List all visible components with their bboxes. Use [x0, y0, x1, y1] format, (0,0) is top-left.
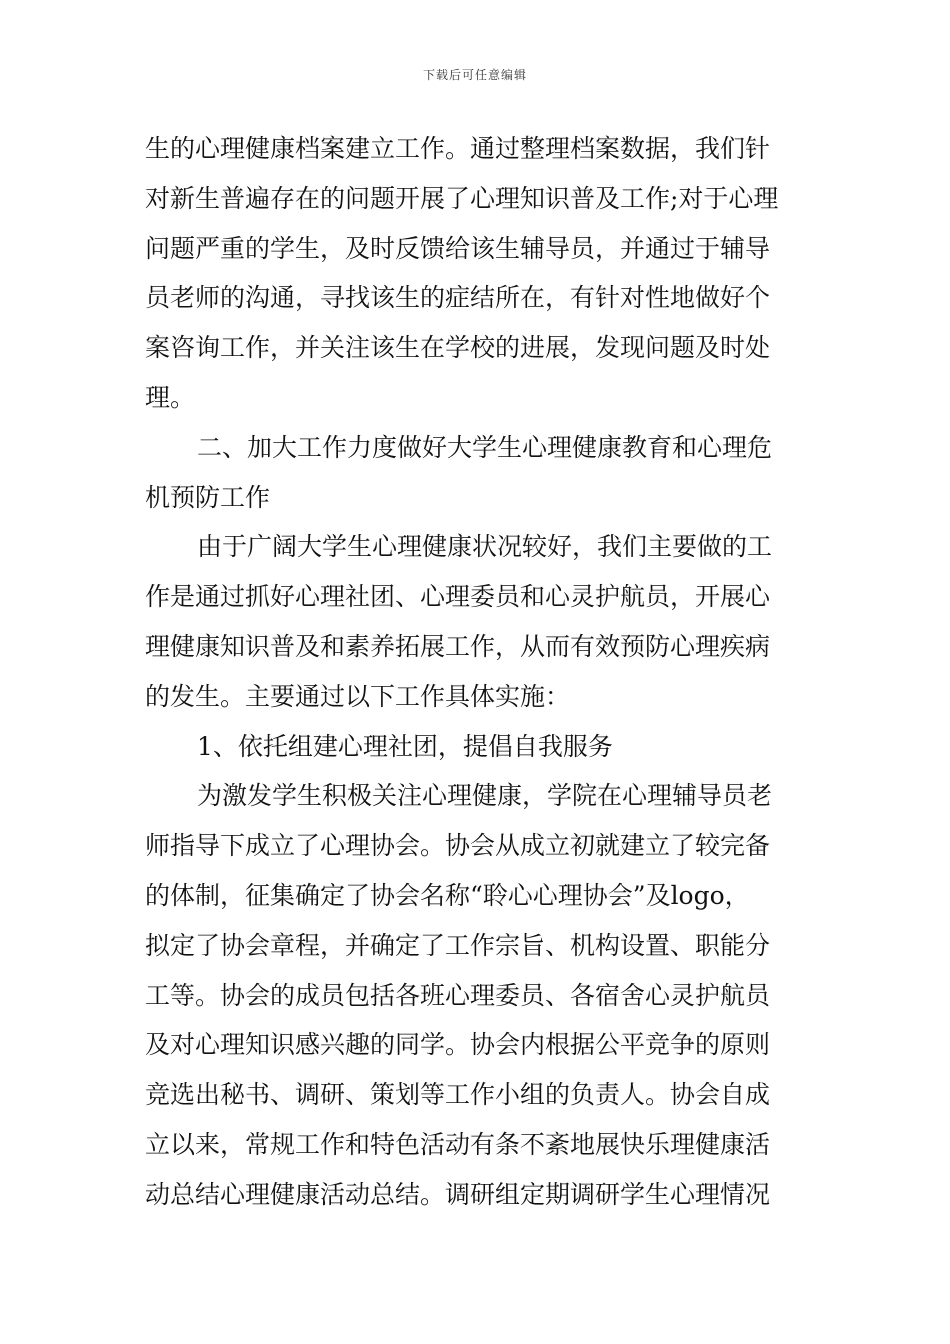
text-line: 师指导下成立了心理协会。协会从成立初就建立了较完备 — [145, 831, 771, 861]
document-body — [145, 124, 810, 1220]
text-line: 对新生普遍存在的问题开展了心理知识普及工作;对于心理 — [145, 183, 779, 213]
text-line: 竞选出秘书、调研、策划等工作小组的负责人。协会自成 — [145, 1080, 771, 1110]
text-line: 工等。协会的成员包括各班心理委员、各宿舍心灵护航员 — [145, 980, 771, 1010]
text-line: 拟定了协会章程，并确定了工作宗旨、机构设置、职能分 — [145, 930, 771, 960]
text-line: 案咨询工作，并关注该生在学校的进展，发现问题及时处 — [145, 333, 771, 363]
paragraph-start: 为激发学生积极关注心理健康，学院在心理辅导员老 — [197, 781, 773, 811]
page-header: 下载后可任意编辑 — [422, 68, 527, 82]
text-line: 的体制，征集确定了协会名称“聆心心理协会”及logo， — [145, 880, 750, 910]
text-line: 动总结心理健康活动总结。调研组定期调研学生心理情况 — [145, 1179, 771, 1209]
text-line: 及对心理知识感兴趣的同学。协会内根据公平竞争的原则 — [145, 1030, 771, 1060]
paragraph-start: 由于广阔大学生心理健康状况较好，我们主要做的工 — [197, 532, 773, 562]
text-line: 理。 — [145, 382, 196, 412]
text-line: 理健康知识普及和素养拓展工作，从而有效预防心理疾病 — [145, 631, 771, 661]
text-line: 员老师的沟通，寻找该生的症结所在，有针对性地做好个 — [145, 283, 771, 313]
subsection-heading: 1、依托组建心理社团，提倡自我服务 — [197, 731, 613, 761]
text-line: 问题严重的学生，及时反馈给该生辅导员，并通过于辅导 — [145, 233, 771, 263]
text-line: 立以来，常规工作和特色活动有条不紊地展快乐理健康活 — [145, 1129, 771, 1159]
section-heading: 二、加大工作力度做好大学生心理健康教育和心理危 — [197, 432, 773, 462]
section-heading-continued: 机预防工作 — [145, 482, 271, 512]
text-line: 作是通过抓好心理社团、心理委员和心灵护航员，开展心 — [145, 582, 771, 612]
text-line: 的发生。主要通过以下工作具体实施： — [145, 681, 571, 711]
text-line: 生的心理健康档案建立工作。通过整理档案数据，我们针 — [145, 134, 771, 163]
